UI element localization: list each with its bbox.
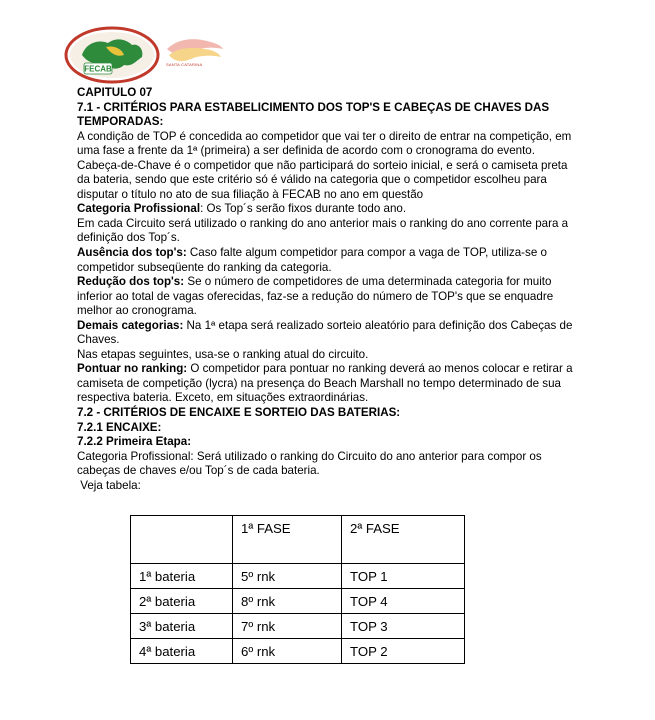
text-pontuar: O competidor para pontuar no ranking deverá ao menos colocar e retirar a camiseta de competição (lycra) na presença do Beach Marshall no tempo determinado de sua respectiva bateria. Exceto, em situações extraordinárias. [77, 362, 573, 405]
table-row [131, 589, 465, 614]
text-ausencia: Caso falte algum competidor para compor a vaga de TOP, utiliza-se o competidor subseqüente do ranking da categoria. [77, 246, 547, 274]
table-cell: 4ª bateria [131, 639, 233, 664]
section-7-2-2-title: 7.2.2 Primeira Etapa: [77, 435, 192, 449]
table-cell: TOP 1 [342, 564, 465, 589]
table-row [131, 614, 465, 639]
baterias-table [130, 515, 465, 664]
table-header-cell: 2ª FASE [342, 516, 465, 564]
paragraph-top: A condição de TOP é concedida ao competidor que vai ter o direito de entrar na competição, em uma fase a frente da 1ª (primeira) a ser definida de acordo com o cronograma do evento. [77, 129, 572, 158]
text-demais: Na 1ª etapa será realizado sorteio aleatório para definição dos Cabeças de Chaves. [77, 318, 573, 347]
paragraph-demais [77, 319, 577, 348]
paragraph-categoria-profissional [77, 202, 577, 217]
table-cell: 7º rnk [233, 614, 342, 639]
table-header-cell [131, 516, 233, 564]
table-cell: 5º rnk [233, 564, 342, 589]
paragraph-pontuar [77, 362, 577, 406]
chapter-title: CAPITULO 07 [77, 86, 153, 99]
table-cell: TOP 3 [342, 614, 465, 639]
paragraph-categoria-profissional-2: Categoria Profissional: Será utilizado o ranking do Circuito do ano anterior para compor os cabeças de chaves e/ou Top´s de cada bateria. [77, 449, 542, 478]
section-7-2-title: 7.2 - CRITÉRIOS DE ENCAIXE E SORTEIO DAS BATERIAS: [77, 406, 401, 420]
label-demais: Demais categorias: [77, 318, 184, 332]
paragraph-reducao [77, 275, 577, 319]
table-row [131, 639, 465, 664]
table-cell: 2ª bateria [131, 589, 233, 614]
fecab-logo [62, 25, 162, 85]
table-cell: 1ª bateria [131, 564, 233, 589]
santa-catarina-logo-text: SANTA CATARINA [166, 62, 203, 67]
label-pontuar: Pontuar no ranking: [77, 362, 188, 376]
table-header-row [131, 516, 465, 564]
table-cell: TOP 4 [342, 589, 465, 614]
text-reducao: Se o número de competidores de uma determinada categoria for muito inferior ao total de vagas oferecidas, faz-se a redução do número de TOP's que se enquadre melhor ao cronograma. [77, 275, 554, 318]
table-cell: 3ª bateria [131, 614, 233, 639]
paragraph-etapas: Nas etapas seguintes, usa-se o ranking atual do circuito. [77, 347, 369, 361]
fecab-logo-text: FECAB [84, 64, 112, 74]
label-ausencia: Ausência dos top's: [77, 246, 187, 260]
table-cell: TOP 2 [342, 639, 465, 664]
table-row [131, 564, 465, 589]
section-7-2-1-title: 7.2.1 ENCAIXE: [77, 420, 162, 434]
document-body [77, 86, 577, 493]
paragraph-cabeca-de-chave: Cabeça-de-Chave é o competidor que não participará do sorteio inicial, e será o camiseta preta da bateria, sendo que este critério só é válido na categoria que o competidor escolheu para disputar o título no ato de sua filiação à FECAB no ano em questão [77, 158, 568, 201]
text-categoria-profissional: : Os Top´s serão fixos durante todo ano. [200, 202, 407, 216]
table-cell: 6º rnk [233, 639, 342, 664]
paragraph-ausencia [77, 246, 577, 275]
label-reducao: Redução dos top's: [77, 275, 185, 289]
label-categoria-profissional: Categoria Profissional [77, 202, 201, 216]
section-7-1-title: 7.1 - CRITÉRIOS PARA ESTABELICIMENTO DOS TOP'S E CABEÇAS DE CHAVES DAS TEMPORADAS: [77, 100, 550, 129]
table-header-cell: 1ª FASE [233, 516, 342, 564]
table-cell: 8º rnk [233, 589, 342, 614]
paragraph-circuito: Em cada Circuito será utilizado o ranking do ano anterior mais o ranking do ano corrente para a definição dos Top´s. [77, 216, 569, 245]
paragraph-veja-tabela: Veja tabela: [77, 478, 141, 492]
